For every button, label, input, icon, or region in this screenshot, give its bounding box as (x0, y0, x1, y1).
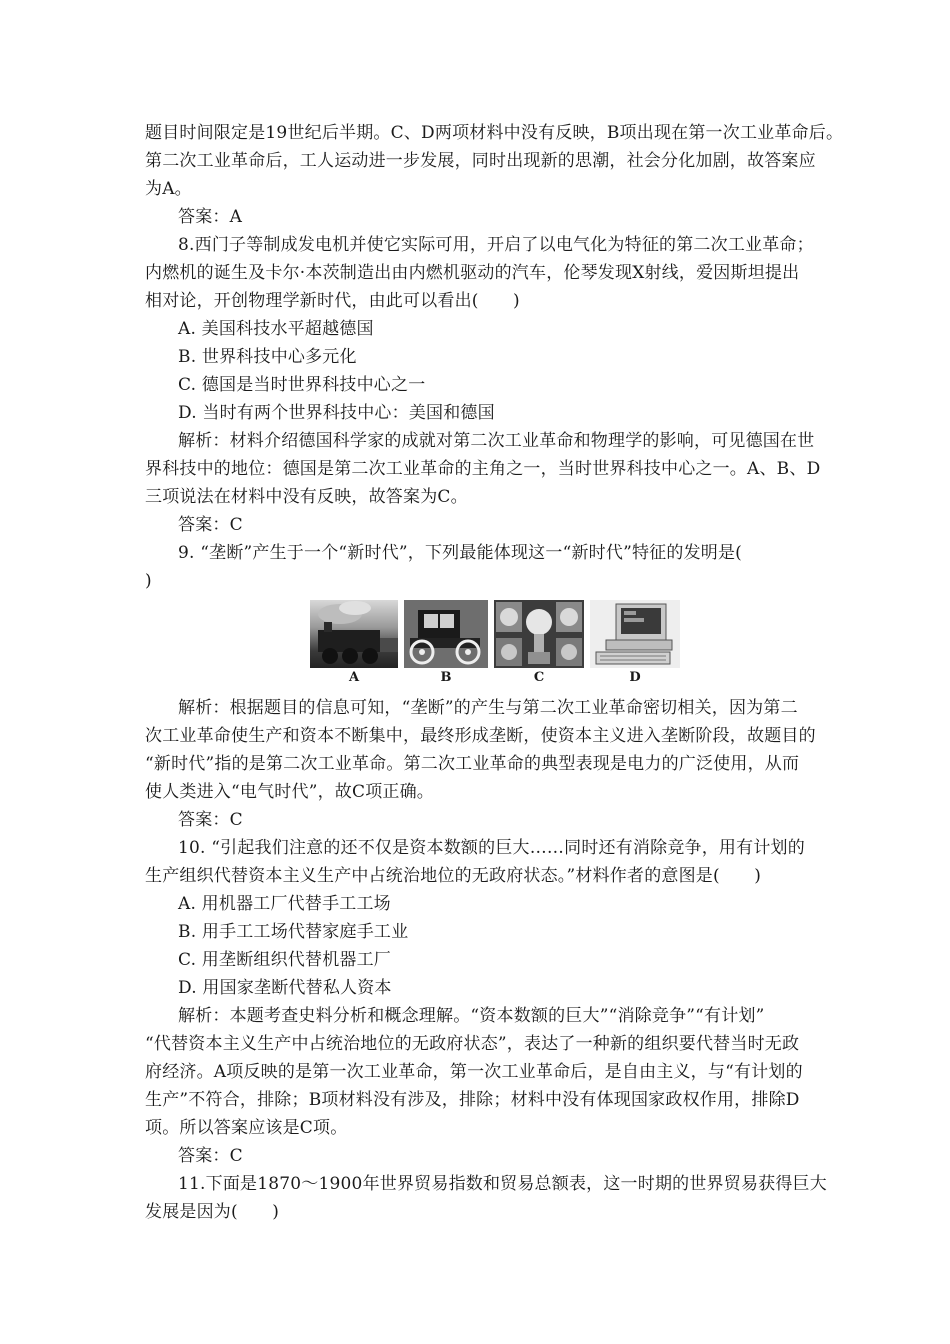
figure-caption-a: A (348, 670, 360, 685)
question-8: 8.西门子等制成发电机并使它实际可用，开启了以电气化为特征的第二次工业革命； (178, 235, 814, 255)
text-line: “代替资本主义生产中占统治地位的无政府状态”，表达了一种新的组织要代替当时无政 (145, 1034, 800, 1054)
option-d: D. 当时有两个世界科技中心：美国和德国 (178, 403, 495, 423)
text-line: 为A。 (145, 179, 192, 199)
analysis-line: 解析：根据题目的信息可知，“垄断”的产生与第二次工业革命密切相关，因为第二 (178, 698, 798, 718)
analysis-line: 解析：本题考查史料分析和概念理解。“资本数额的巨大”“消除竞争”“有计划” (178, 1006, 765, 1026)
text-line: 界科技中的地位：德国是第二次工业革命的主角之一，当时世界科技中心之一。A、B、D (145, 459, 821, 479)
option-b: B. 用手工工场代替家庭手工业 (178, 922, 409, 942)
analysis-line: 解析：材料介绍德国科学家的成就对第二次工业革命和物理学的影响，可见德国在世 (178, 431, 815, 451)
text-line: 使人类进入“电气时代”，故C项正确。 (145, 782, 434, 802)
text-line: 第二次工业革命后，工人运动进一步发展，同时出现新的思潮，社会分化加剧，故答案应 (145, 151, 816, 171)
option-c: C. 用垄断组织代替机器工厂 (178, 950, 392, 970)
text-line: 项。所以答案应该是C项。 (145, 1118, 348, 1138)
answer-line: 答案：A (178, 207, 243, 227)
option-a: A. 用机器工厂代替手工工场 (178, 894, 391, 914)
text-line: “新时代”指的是第二次工业革命。第二次工业革命的典型表现是电力的广泛使用，从而 (145, 754, 800, 774)
option-c: C. 德国是当时世界科技中心之一 (178, 375, 426, 395)
invention-figure (310, 600, 680, 690)
answer-line: 答案：C (178, 810, 243, 830)
text-line: 三项说法在材料中没有反映，故答案为C。 (145, 487, 468, 507)
answer-line: 答案：C (178, 515, 243, 535)
question-9: 9. “垄断”产生于一个“新时代”，下列最能体现这一“新时代”特征的发明是( (178, 543, 742, 563)
text-line: 相对论，开创物理学新时代，由此可以看出( ) (145, 291, 520, 311)
text-line: 内燃机的诞生及卡尔·本茨制造出由内燃机驱动的汽车，伦琴发现X射线，爱因斯坦提出 (145, 263, 800, 283)
steam-locomotive-photo (310, 600, 398, 668)
text-line: 发展是因为( ) (145, 1202, 280, 1222)
question-10: 10. “引起我们注意的还不仅是资本数额的巨大……同时还有消除竞争，用有计划的 (178, 838, 805, 858)
electric-lamps-photo (494, 600, 584, 668)
text-line: 题目时间限定是19世纪后半期。C、D两项材料中没有反映，B项出现在第一次工业革命后。 (145, 123, 844, 143)
text-line: 次工业革命使生产和资本不断集中，最终形成垄断，使资本主义进入垄断阶段，故题目的 (145, 726, 816, 746)
answer-line: 答案：C (178, 1146, 243, 1166)
personal-computer-photo (590, 600, 680, 668)
early-automobile-photo (404, 600, 488, 668)
figure-caption-d: D (629, 670, 641, 685)
option-b: B. 世界科技中心多元化 (178, 347, 357, 367)
question-11: 11.下面是1870～1900年世界贸易指数和贸易总额表，这一时期的世界贸易获得巨大 (178, 1174, 827, 1194)
text-line: ) (145, 571, 152, 591)
text-line: 生产”不符合，排除；B项材料没有涉及，排除；材料中没有体现国家政权作用，排除D (145, 1090, 800, 1110)
option-d: D. 用国家垄断代替私人资本 (178, 978, 392, 998)
figure-caption-c: C (533, 670, 545, 685)
text-line: 生产组织代替资本主义生产中占统治地位的无政府状态。”材料作者的意图是( ) (145, 866, 762, 886)
figure-caption-b: B (440, 670, 452, 685)
option-a: A. 美国科技水平超越德国 (178, 319, 374, 339)
text-line: 府经济。A项反映的是第一次工业革命，第一次工业革命后，是自由主义，与“有计划的 (145, 1062, 803, 1082)
